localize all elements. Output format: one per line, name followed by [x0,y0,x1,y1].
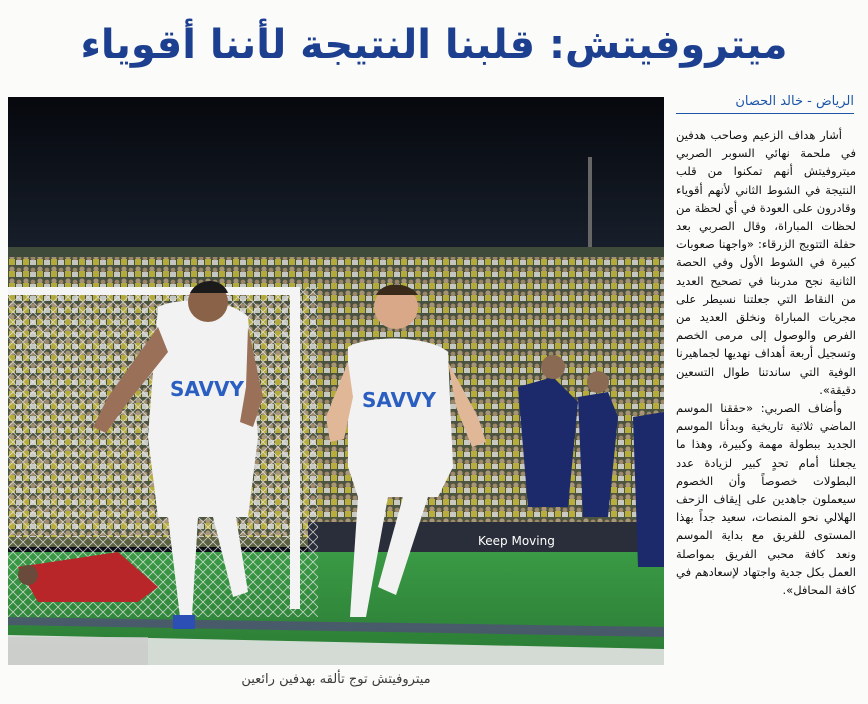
board-text: Keep Moving [478,534,555,548]
shirt-text-left: SAVVY [170,377,244,401]
match-photo [8,97,664,665]
article-headline: ميتروفيتش: قلبنا النتيجة لأننا أقوياء [80,22,788,68]
headline-bar [0,0,868,90]
shirt-text-right: SAVVY [362,388,436,412]
article-paragraph: وأضاف الصربي: «حققنا الموسم الماضي ثلاثية تاريخية وبدأنا الموسم الجديد ببطولة مهمة وكبيرة، وهذا ما يجعلنا أمام تحدٍ كبير لزيادة عدد البطولات خصوصاً وأن الخصوم سيعملون جاهدين على إيقاف الزحف الهلالي نحو المنصات، سعيد جداً بهذا المستوى للفريق مع بداية الموسم ونعد كافة محبي الفريق بمواصلة العمل بكل جدية واجتهاد لإسعادهم في كافة المحافل». [676,401,856,598]
photo-caption: ميتروفيتش توج تألقه بهدفين رائعين [241,672,431,687]
article-body [676,126,856,700]
byline: الرياض - خالد الحصان [676,90,854,114]
football-celebration-photo-icon [8,97,664,665]
article-paragraph: أشار هداف الزعيم وصاحب هدفين في ملحمة نهائي السوبر الصربي ميتروفيتش أنهم تمكنوا من قلب النتيجة في الشوط الثاني لأنهم أقوياء وقادرون على العودة في أي لحظة من لحظات المباراة، وقال الصربي بعد حفلة التتويج الزرقاء: «واجهنا صعوبات كبيرة في الشوط الأول وفي الحصة الثانية نجح مدربنا في تصحيح العديد من النقاط التي جعلتنا نسيطر على مجريات المباراة ونخلق العديد من الفرص والوصول إلى مرمى الخصم وتسجيل أربعة أهداف نهديها لجماهيرنا الوفية التي ساندتنا طوال التسعين دقيقة». [676,128,856,397]
